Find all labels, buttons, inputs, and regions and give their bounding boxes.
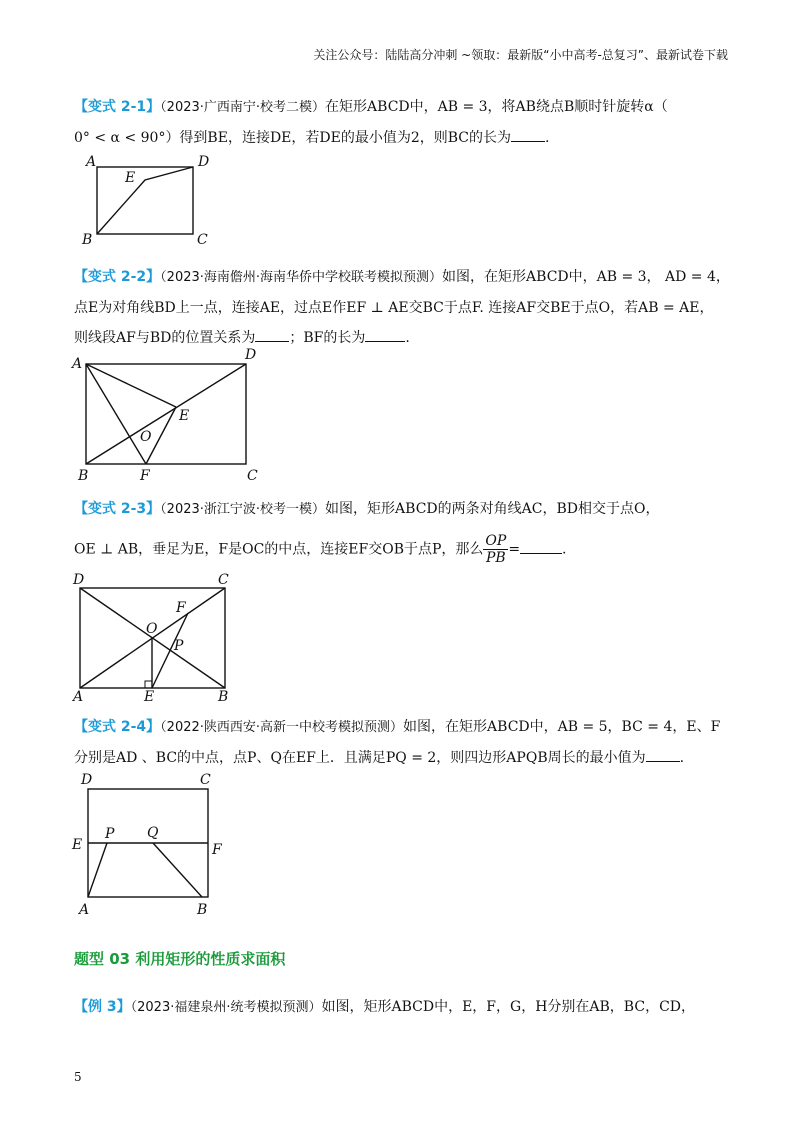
fraction-numerator: OP (485, 533, 507, 549)
answer-blank (511, 125, 545, 142)
figure-label: A (86, 154, 97, 170)
problem-source: （2023·浙江宁波·校考一模） (160, 502, 326, 517)
figure-label: E (72, 837, 83, 853)
figure-label: F (176, 600, 186, 616)
example-text: 如图，矩形ABCD中，E，F，G，H分别在AB，BC，CD， (321, 999, 695, 1015)
problem-tag: 【变式 2-2】 (74, 269, 161, 285)
problem-2-1 (74, 92, 734, 153)
page-header: 关注公众号：陆陆高分冲刺 ~领取：最新版“小中高考-总复习”、最新试卷下载 (313, 48, 728, 62)
figure-label: F (140, 468, 150, 484)
problem-2-4 (74, 712, 734, 773)
problem-2-2 (74, 262, 734, 353)
problem-source: （2023·广西南宁·校考二模） (160, 100, 326, 115)
example-source: （2023·福建泉州·统考模拟预测） (130, 1000, 322, 1015)
figure-label: C (247, 468, 258, 484)
problem-2-3 (74, 494, 734, 566)
figure-label: D (73, 572, 85, 588)
problem-text: ；BF的长为 (289, 330, 366, 346)
figure-label: C (200, 772, 211, 788)
answer-blank (365, 325, 405, 342)
figure-2-2 (70, 345, 270, 485)
problem-text: 0° < α < 90°）得到BE，连接DE，若DE的最小值为2，则BC的长为 (74, 130, 511, 146)
equals-sign: = (508, 541, 521, 558)
problem-text: 分别是AD 、BC的中点，点P、Q在EF上．且满足PQ = 2，则四边形APQB周长的最小值为 (74, 750, 646, 766)
figure-label: A (79, 902, 90, 918)
figure-label: B (197, 902, 208, 918)
period: . (679, 750, 685, 766)
figure-label: B (218, 689, 229, 705)
figure-label: D (81, 772, 93, 788)
page-number: 5 (74, 1070, 82, 1084)
figure-label: A (73, 689, 84, 705)
answer-blank (520, 537, 562, 554)
period: . (405, 330, 410, 346)
figure-label: P (174, 638, 184, 654)
figure-label: F (212, 842, 222, 858)
figure-label: E (144, 689, 155, 705)
figure-label: E (125, 170, 136, 186)
section-title: 题型 03 利用矩形的性质求面积 (74, 950, 286, 968)
answer-blank (255, 325, 289, 342)
problem-text: 如图，在矩形ABCD中，AB = 3， AD = 4， (442, 269, 730, 285)
problem-tag: 【变式 2-3】 (74, 501, 161, 517)
problem-text: 则线段AF与BD的位置关系为 (74, 330, 256, 346)
problem-text: 如图，矩形ABCD的两条对角线AC，BD相交于点O， (325, 501, 660, 517)
figure-label: O (140, 429, 152, 445)
figure-2-4 (70, 770, 240, 920)
problem-source: （2022·陕西西安·高新一中校考模拟预测） (160, 720, 404, 735)
figure-label: A (72, 356, 83, 372)
fraction (483, 533, 508, 566)
figure-label: B (82, 232, 93, 248)
figure-label: B (78, 468, 89, 484)
figure-label: C (218, 572, 229, 588)
period: . (545, 130, 550, 146)
problem-tag: 【变式 2-1】 (74, 99, 161, 115)
fraction-denominator: PB (486, 550, 506, 566)
figure-label: O (146, 621, 158, 637)
figure-label: D (245, 347, 257, 363)
problem-text: 如图，在矩形ABCD中，AB = 5，BC = 4，E、F (403, 719, 721, 735)
example-3 (74, 992, 734, 1023)
problem-text: OE ⊥ AB，垂足为E，F是OC的中点，连接EF交OB于点P，那么 (74, 541, 484, 558)
figure-label: Q (147, 825, 159, 841)
problem-text: 点E为对角线BD上一点，连接AE，过点E作EF ⊥ AE交BC于点F. 连接AF交BE于点O，若AB = AE， (74, 300, 714, 316)
problem-source: （2023·海南儋州·海南华侨中学校联考模拟预测） (160, 270, 443, 285)
figure-label: C (197, 232, 208, 248)
example-tag: 【例 3】 (74, 999, 131, 1015)
figure-2-1 (70, 150, 220, 250)
figure-label: P (105, 826, 115, 842)
figure-label: D (198, 154, 210, 170)
problem-text: 在矩形ABCD中，AB = 3，将AB绕点B顺时针旋转α（ (325, 99, 668, 115)
figure-2-3 (70, 570, 245, 705)
period: . (562, 541, 567, 558)
figure-label: E (179, 408, 190, 424)
problem-tag: 【变式 2-4】 (74, 719, 161, 735)
answer-blank (646, 745, 680, 762)
